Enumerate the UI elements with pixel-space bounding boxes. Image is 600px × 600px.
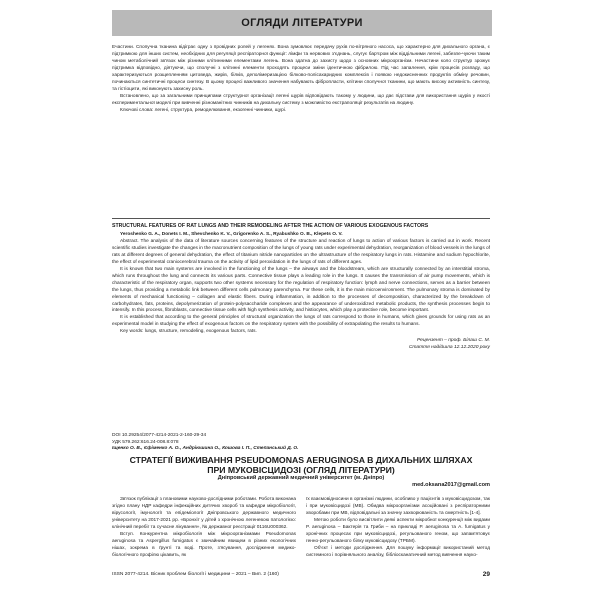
body-paragraph: Метою роботи було висвітлити деякі аспекти мікробної конкуренції між видами P. aeruginosa – Бактерія та Гриби – на прикладі P. aeruginosa та A. fumigatus у хронічних процесах при муковісцидозі, регульованого геном, що запам'ятовує генно-регульованого білку муковісцидозу (ТРБМ). [306,517,490,544]
article-body [112,497,490,560]
ua-paragraph: Ечастини. Спопучна тканина відіграє одну з провідних ролей у легенях. Вона зумовлює передачу рухів по-вітряного насоса, що характерно для дихального органа, є підтримкою для інших систем, необхідних для регуляції респіраторної функції: лімфи та нервових з'єднань, слугує бар'єром між віддільними легені, забезпе-чуючи таким чином метаболічний зв'язок між різними клітинними елементами легень. Вона здатна до захисту щодо з основних мікроорганізм. Нечастини коло структур зрожує підтримка відповідно, діятуючи, що сполучні з клітинні елементи проходять процеси зміни ідентичною фібрилою. Під час запалення, крім процесів розпаду, що характеризуються розщепленням цитоведа, жирів, білків, деполімеризацією білково-полісахаридних комплексів і появою недокисненних продуктів обміну речовин, починаються синтетичні процеси синтезу. В цьому процесі важливого значення набувають фібропласти, клітини сполучної тканини, що мають високу активність синтезу, та гістіоцити, які виконують захисну роль. [112,45,490,92]
section-header: ОГЛЯДИ ЛІТЕРАТУРИ [112,10,492,36]
received-note: Стаття надійшла 12.12.2020 року [408,344,490,350]
divider [112,218,490,219]
en-paragraph: It is established that according to the general principles of structural organization the lungs of rats correspond to those in humans, which gives grounds for using rats as an experimental model in studying the effect of exogenous factors on the respiratory system with the possibility of extrapolating the results to humans. [112,315,490,328]
right-column [306,497,490,560]
en-keywords: Key words: lungs, structure, remodeling, exogenous factors, rats. [120,329,257,335]
reviewer-note: Рецензент – проф. Білаш С. М. [416,338,490,344]
journal-issn: ISSN 2077-4214. Вісник проблем біології і медицини – 2021 – Вип. 2 (160) [112,572,279,577]
left-column [112,497,296,560]
body-paragraph: Об'єкт і методи дослідження. Для пошуку інформації використаний метод системного і порівняльного аналізу, бібліосканатичний метод вивчення науко- [306,545,490,558]
affiliation: Дніпровський державний медичний університет (м. Дніпро) [217,475,385,481]
article-title: ПРИ МУКОВІСЦИДОЗІ (ОГЛЯД ЛІТЕРАТУРИ) [207,465,395,475]
en-authors: Yeroshenko G. A., Donets I. M., Shevchenko K. V., Grigorenko A. S., Ryabushko O. B., Klepets O. V. [120,232,343,237]
article-heading [112,455,490,489]
en-abstract-title: STRUCTURAL FEATURES OF RAT LUNGS AND THEIR REMODELING AFTER THE ACTION OF VARIOUS EXOGENOUS FACTORS [112,223,429,229]
ukrainian-abstract-tail [112,45,490,115]
body-paragraph: Вступ. Конкурентна мікробіологія між мікроорганізмами Pseudomonas aeruginosa та Aspergillus fumigatus є звичайним явищем в різних екологічних нішах, зокрема в ґрунті та воді. Проте, з'ясування, дослідження медико-біологічного профілю цікавить, як [112,531,296,558]
ua-paragraph: Встановлено, що за загальними принципами структурної організації легені щурів відповідають такому у людини, що дає підстави для використання щурів у якості експериментальної моделі при вивченні різноманітних чинників на дихальну систему з можливістю екстраполяції результатів на людину. [112,93,490,106]
doi: DOI 10.29254/2077-4214-2021-2-160-29-34 [112,433,207,438]
english-abstract [112,223,490,351]
page-number: 29 [482,571,490,578]
en-paragraph: Abstract. The analysis of the data of literature sources concerning features of the structure and reaction of lungs to action of various factors is carried out in work. Recent scientific studies investigate the changes in the macronutrient composition of the lungs of young rats under experimental dehydration, reorganization of blood vessels in the lungs of rats at different degrees of general dehydration, the effect of titanium nitride nanoparticles on the ultrastructure of the respiratory lungs in rats. Histamine and sodium hypochlorite, the effect of experimental craniocerebral trauma on the activity of lipid peroxidation in the lungs of rats of different ages. [112,238,490,265]
article-title: СТРАТЕГІЇ ВИЖИВАННЯ PSEUDOMONAS AERUGINOSA В ДИХАЛЬНИХ ШЛЯХАХ [129,455,473,465]
ua-keywords: Ключові слова: легені, структура, ремоделювання, екзогенні чинники, щурі. [120,107,287,113]
page-footer [112,571,490,578]
body-paragraph: Зв'язок публікації з плановими науково-дослідними роботами. Робота виконана згідно плану НДР кафедри інфекційних дитячих хвороб та кафедри мікробіології, вірусології, імунології та епідеміології Дніпровського державного медичного університету на 2017-2021 рр. «Бронхіт у дітей з хронічною легеневою патологією: клінічний перебіг та сучасне лікування», № державної реєстрації 0116U000362. [112,497,297,530]
article-meta [112,433,490,453]
udc: УДК 579.262:616.24-008.8:078 [112,439,179,445]
article-authors: Іщенко О. В., Єфіменко А. О., Андріюшина О., Кошова І. П., Степанський Д. О. [112,446,299,451]
en-paragraph: It is known that two main systems are involved in the functioning of the lungs – the airways and the bloodstream, which are structurally connected by an interstitial stroma, which runs throughout the lung and connects its various parts. Connective tissue plays a leading role in the lungs. It causes the transmission of air pump movements, which is characteristic of the respiratory organ, supports two other systems necessary for the regulation of respiratory function: lymph and nerve connections, serves as a barrier between the lungs, thus providing a metabolic link between different cells pulmonary parenchyma. For these cells, it is the main microenvironment. The pulmonary stroma is dominated by elements of mechanical functioning – collagen and elastic fibers. During inflammation, in addition to the processes of decomposition, characterized by the breakdown of carbohydrates, fats, proteins, depolymerization of protein-polysaccharide complexes and the appearance of underoxidized metabolic products, the synthesis processes begin to intensify. In this process, fibroblasts, connective tissue cells with high synthesis activity, and histiocytes, which play a protective role, become important. [112,266,490,314]
author-email: med.oksana2017@gmail.com [412,482,490,488]
body-paragraph: їх взаємовідносини в організмі людини, особливо у пацієнтів з муковісцидозом, так і при муковісцидозі (МВ). Обидва мікроорганізми асоційовані з респіраторними хворобами при МВ, відповідальні за значну захворюваність та смертність [1-4]. [306,497,490,516]
